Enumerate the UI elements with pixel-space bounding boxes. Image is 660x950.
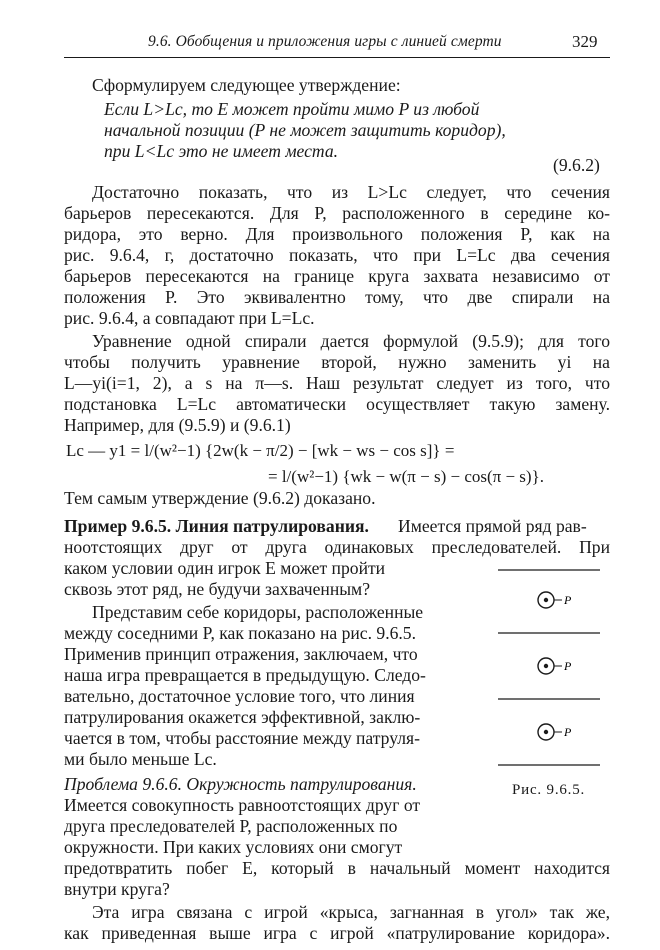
pursuer-label: P xyxy=(564,593,572,607)
paragraph-line: рис. 9.6.4, г, достаточно показать, что при L=Lc два сечения xyxy=(64,245,610,265)
pursuer-marker xyxy=(538,658,572,674)
figure-caption: Рис. 9.6.5. xyxy=(512,782,586,798)
paragraph-line: вательно, достаточное условие того, что линия xyxy=(64,686,415,706)
statement-line: при L<Lc это не имеет места. xyxy=(104,141,339,161)
paragraph-line: Применив принцип отражения, заключаем, что xyxy=(64,644,418,664)
paragraph-line: ридора, это верно. Для произвольного положения P, как на xyxy=(64,224,610,244)
problem-line: предотвратить побег E, который в начальный момент находится xyxy=(64,858,610,878)
paragraph-line: между соседними P, как показано на рис. 9.6.5. xyxy=(64,623,416,643)
problem-title: Проблема 9.6.6. Окружность патрулирования. xyxy=(64,774,417,794)
figure-patrol-line xyxy=(498,560,600,770)
paragraph-line: Представим себе коридоры, расположенные xyxy=(92,602,424,622)
paragraph-line: L—yi(i=1, 2), а s на π—s. Наш результат следует из того, что xyxy=(64,373,610,393)
example-line: каком условии один игрок E может пройти xyxy=(64,558,386,578)
paragraph-line: барьеров пересекаются на границе круга захвата независимо от xyxy=(64,266,610,286)
problem-line: окружности. При каких условиях они смогут xyxy=(64,837,403,857)
paragraph-line: наша игра превращается в предыдущую. Следо- xyxy=(64,665,426,685)
paragraph-line: ми было меньше Lc. xyxy=(64,749,217,769)
formula-line-1: Lc — y1 = l/(w²−1) {2w(k − π/2) − [wk − ws − cos s]} = xyxy=(66,441,455,460)
paragraph-line: Достаточно показать, что из L>Lc следует, что сечения xyxy=(92,182,610,202)
page-number: 329 xyxy=(572,32,598,51)
pursuer-label: P xyxy=(564,659,572,673)
paragraph-line: подстановка L=Lc автоматически осуществляет такую замену. xyxy=(64,394,610,414)
conclusion-line: Тем самым утверждение (9.6.2) доказано. xyxy=(64,488,376,508)
pursuer-marker xyxy=(538,724,572,740)
running-header: 9.6. Обобщения и приложения игры с линией смерти xyxy=(148,33,502,50)
formula-line-2: = l/(w²−1) {wk − w(π − s) − cos(π − s)}. xyxy=(268,467,544,486)
paragraph-line: Например, для (9.5.9) и (9.6.1) xyxy=(64,415,291,435)
header-rule xyxy=(64,57,610,58)
paragraph-line: положения P. Это эквивалентно тому, что две спирали на xyxy=(64,287,610,307)
intro-line: Сформулируем следующее утверждение: xyxy=(92,75,401,95)
paragraph-line: как приведенная выше игра с игрой «патрулирование коридора». xyxy=(64,923,610,943)
paragraph-line: Уравнение одной спирали дается формулой (9.5.9); для того xyxy=(92,331,610,351)
problem-line: Имеется совокупность равноотстоящих друг от xyxy=(64,795,421,815)
example-line: ноотстоящих друг от друга одинаковых преследователей. При xyxy=(64,537,610,557)
pursuer-marker xyxy=(538,592,572,608)
paragraph-line: чтобы получить уравнение второй, нужно заменить yi на xyxy=(64,352,610,372)
example-title: Пример 9.6.5. Линия патрулирования. xyxy=(64,516,369,536)
problem-line: друга преследователей P, расположенных по xyxy=(64,816,398,836)
equation-number: (9.6.2) xyxy=(553,155,600,175)
pursuer-label: P xyxy=(564,725,572,739)
paragraph-line: барьеров пересекаются. Для P, расположенного в середине ко- xyxy=(64,203,610,223)
statement-line: начальной позиции (P не может защитить коридор), xyxy=(104,120,506,140)
statement-line: Если L>Lc, то E может пройти мимо P из любой xyxy=(104,99,480,119)
example-line: сквозь этот ряд, не будучи захваченным? xyxy=(64,579,370,599)
problem-line: внутри круга? xyxy=(64,879,170,899)
paragraph-line: чается в том, чтобы расстояние между патруля- xyxy=(64,728,421,748)
example-line: Имеется прямой ряд рав- xyxy=(398,516,587,536)
paragraph-line: патрулирования окажется эффективной, заклю- xyxy=(64,707,421,727)
paragraph-line: рис. 9.6.4, а совпадают при L=Lc. xyxy=(64,308,315,328)
paragraph-line: Эта игра связана с игрой «крыса, загнанная в угол» так же, xyxy=(92,902,610,922)
